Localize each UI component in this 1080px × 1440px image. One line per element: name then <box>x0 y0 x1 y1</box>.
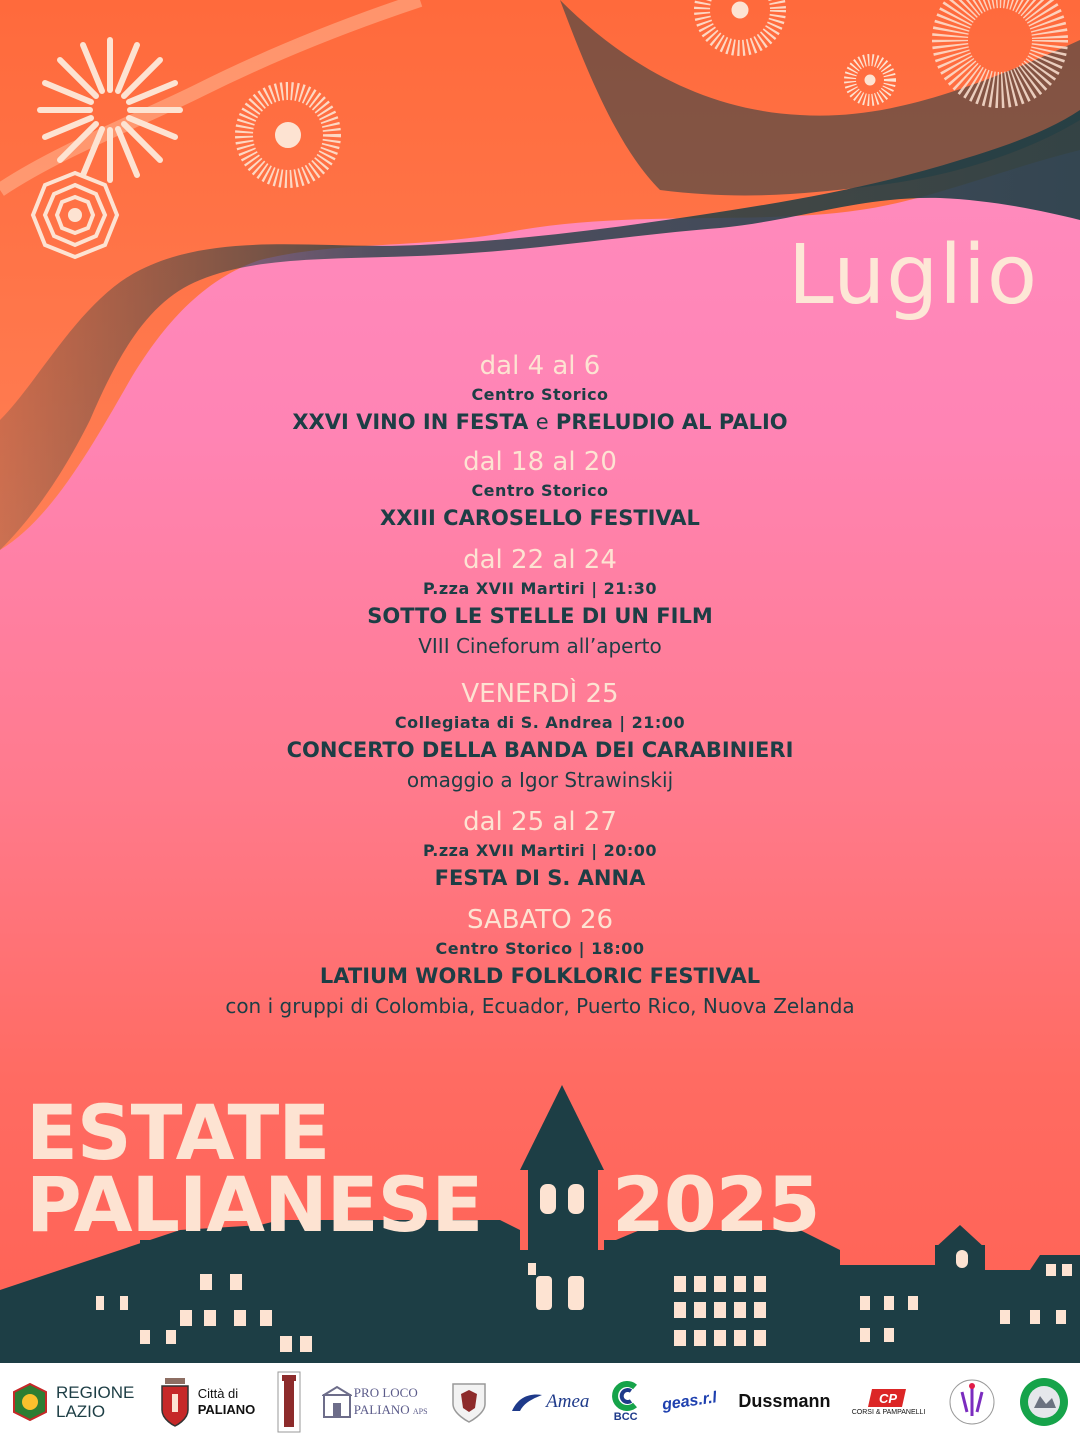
headline-year: 2025 <box>612 1160 820 1249</box>
event-title: SOTTO LE STELLE DI UN FILM <box>367 604 713 628</box>
latium-folkloric-logo <box>947 1372 997 1432</box>
event-title: LATIUM WORLD FOLKLORIC FESTIVAL <box>319 964 761 988</box>
event-date: dal 22 al 24 <box>463 545 617 575</box>
round-badge-logo <box>1018 1376 1070 1428</box>
event-title: CONCERTO DELLA BANDA DEI CARABINIERI <box>286 738 794 762</box>
event-date: dal 18 al 20 <box>463 447 617 477</box>
event-item <box>0 348 1080 438</box>
dussmann-logo <box>738 1391 830 1412</box>
citta-line-2: PALIANO <box>197 1401 256 1417</box>
regione-lazio-logo <box>10 1382 134 1422</box>
event-place: Centro Storico | 18:00 <box>435 939 645 958</box>
bcc-logo <box>611 1381 641 1423</box>
event-place: Collegiata di S. Andrea | 21:00 <box>394 713 686 732</box>
amea-logo <box>510 1391 589 1413</box>
event-title: XXIII CAROSELLO FESTIVAL <box>380 506 700 530</box>
cp-mark-icon <box>868 1387 910 1409</box>
folkloric-dancers-icon <box>947 1372 997 1432</box>
corsi-pampanelli-logo <box>852 1387 926 1416</box>
proloco-paliano-logo <box>322 1384 428 1420</box>
dussmann-text: Dussmann <box>738 1391 831 1411</box>
event-date: dal 25 al 27 <box>463 807 617 837</box>
event-place: Centro Storico <box>471 385 609 404</box>
event-title-part: PRELUDIO AL PALIO <box>555 410 788 434</box>
citta-paliano-logo <box>156 1374 256 1430</box>
citta-line-1: Città di <box>197 1385 239 1401</box>
regione-line-2: LAZIO <box>56 1401 106 1421</box>
amea-text: Amea <box>546 1390 590 1412</box>
event-title-part: XXVI VINO IN FESTA <box>292 410 529 434</box>
round-badge-icon <box>1018 1376 1070 1428</box>
proloco-suffix: APS <box>412 1406 428 1416</box>
shield-badge-logo <box>449 1380 489 1424</box>
event-title-join: e <box>535 410 549 434</box>
amea-swoosh-icon <box>510 1391 544 1413</box>
month-heading: Luglio <box>788 228 1038 323</box>
sponsor-bar <box>0 1363 1080 1440</box>
bcc-text: BCC <box>613 1410 638 1423</box>
shield-icon <box>449 1380 489 1424</box>
consorzio-sapienza-logo <box>277 1371 301 1433</box>
tower-emblem-icon <box>277 1371 301 1433</box>
firework-3 <box>33 173 117 257</box>
event-title: FESTA DI S. ANNA <box>434 866 646 890</box>
event-place: P.zza XVII Martiri | 20:00 <box>422 841 658 860</box>
event-list <box>0 348 1080 1020</box>
event-date: SABATO 26 <box>466 905 614 935</box>
regione-line-1: REGIONE <box>56 1382 135 1402</box>
corsi-text: CORSI & PAMPANELLI <box>851 1409 926 1416</box>
event-subtitle: con i gruppi di Colombia, Ecuador, Puerto Rico, Nuova Zelanda <box>225 994 855 1018</box>
event-item <box>0 542 1080 660</box>
event-place: Centro Storico <box>471 481 609 500</box>
event-subtitle: omaggio a Igor Strawinskij <box>406 768 674 792</box>
headline-line-2: PALIANESE <box>26 1160 483 1249</box>
headline-line-1: ESTATE <box>26 1088 330 1177</box>
regione-lazio-emblem-icon <box>10 1382 50 1422</box>
event-item <box>0 902 1080 1020</box>
event-subtitle: VIII Cineforum all’aperto <box>418 634 662 658</box>
svg-text:CP: CP <box>878 1391 897 1406</box>
event-item <box>0 676 1080 794</box>
proloco-building-icon <box>322 1385 352 1419</box>
event-title <box>0 406 1080 438</box>
proloco-line-1: PRO LOCO <box>353 1384 418 1400</box>
geas-logo <box>661 1388 718 1414</box>
bcc-mark-icon <box>611 1381 641 1411</box>
event-item <box>0 804 1080 894</box>
event-date: VENERDÌ 25 <box>461 679 619 709</box>
event-item <box>0 444 1080 534</box>
paliano-crest-icon <box>156 1374 194 1430</box>
event-date: dal 4 al 6 <box>479 351 601 381</box>
proloco-line-2: PALIANO <box>353 1401 410 1417</box>
event-place: P.zza XVII Martiri | 21:30 <box>422 579 658 598</box>
geas-text: geas.r.l <box>661 1388 718 1414</box>
